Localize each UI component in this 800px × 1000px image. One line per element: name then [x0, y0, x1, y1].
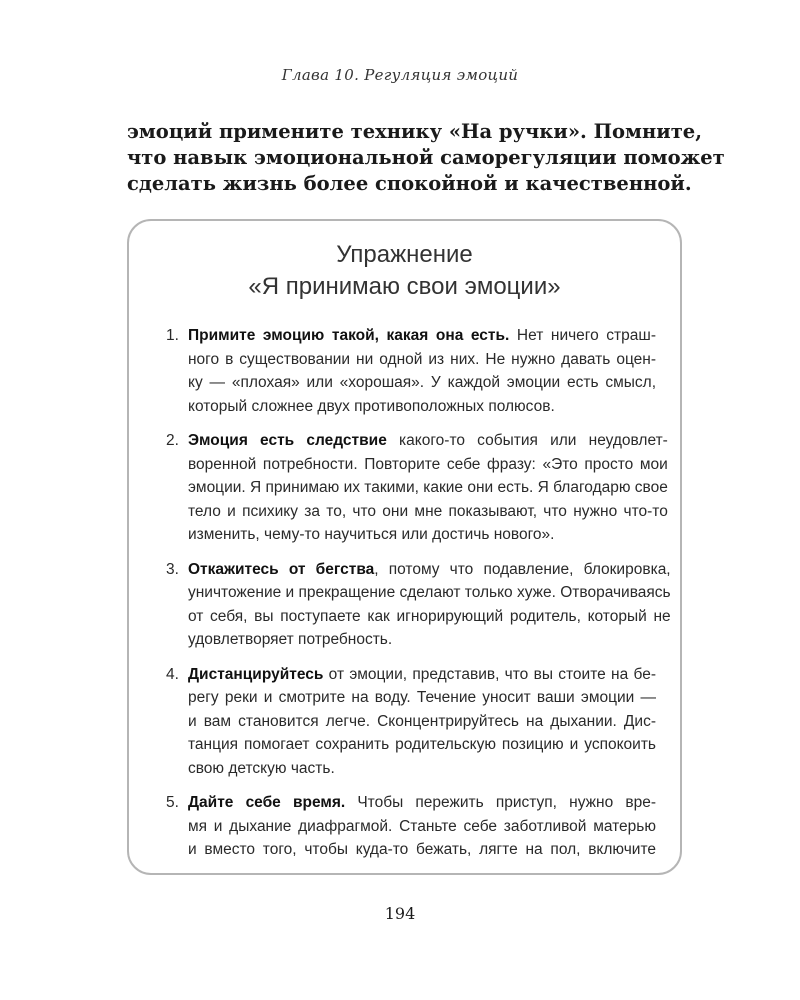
- item-line: эмоции. Я принимаю их такими, какие они есть. Я благодарю свое: [188, 479, 668, 496]
- page-number: 194: [384, 904, 416, 923]
- item-line: который сложнее двух противоположных полюсов.: [188, 397, 555, 415]
- item-line: ного в существовании ни одной из них. Не нужно давать оцен-: [188, 350, 656, 368]
- item-text: [188, 558, 671, 652]
- item-line: и вам становится легче. Сконцентрируйтесь на дыхании. Дис-: [188, 712, 656, 730]
- item-text: [188, 791, 656, 862]
- item-text: [188, 663, 656, 781]
- item-number: 1.: [166, 327, 179, 344]
- item-line: и вместо того, чтобы куда-то бежать, лягте на пол, включите: [188, 841, 656, 858]
- item-text: [188, 429, 668, 547]
- intro-paragraph: [127, 119, 725, 197]
- intro-line: эмоций примените технику «На ручки». Помните,: [127, 120, 702, 143]
- item-line: изменить, чему-то научиться или достичь нового».: [188, 526, 555, 543]
- list-item: [166, 663, 656, 781]
- intro-line: что навык эмоциональной саморегуляции поможет: [127, 146, 725, 169]
- item-lead: Эмоция есть следствие: [188, 432, 387, 449]
- item-line: какого-то события или неудовлет-: [386, 432, 668, 449]
- item-line: свою детскую часть.: [188, 759, 335, 777]
- item-number: 5.: [166, 794, 179, 811]
- list-item: [166, 791, 656, 862]
- item-line: , потому что подавление, блокировка,: [374, 560, 671, 578]
- item-number: 2.: [166, 432, 179, 449]
- item-text: [188, 324, 656, 418]
- item-line: Чтобы пережить приступ, нужно вре-: [345, 794, 656, 811]
- item-line: уничтожение и прекращение сделают только хуже. Отворачиваясь: [188, 584, 671, 601]
- item-lead: Дайте себе время.: [188, 794, 346, 811]
- item-lead: Примите эмоцию такой, какая она есть.: [188, 327, 510, 344]
- exercise-title-line: Упражнение: [336, 241, 473, 268]
- item-line: ку — «плохая» или «хорошая». У каждой эмоции есть смысл,: [188, 374, 656, 391]
- list-item: [166, 324, 656, 418]
- exercise-list: [166, 324, 671, 873]
- item-line: удовлетворяет потребность.: [188, 631, 393, 648]
- item-number: 4.: [166, 665, 179, 683]
- item-number: 3.: [166, 560, 179, 578]
- list-item: [166, 558, 671, 652]
- item-lead: Дистанцируйтесь: [188, 665, 324, 683]
- list-item: [166, 429, 668, 547]
- item-line: регу реки и смотрите на воду. Течение уносит ваши эмоции —: [188, 689, 656, 706]
- running-head: Глава 10. Регуляция эмоций: [281, 66, 519, 84]
- item-line: Нет ничего страш-: [509, 327, 656, 344]
- item-line: мя и дыхание диафрагмой. Станьте себе заботливой матерью: [188, 817, 656, 835]
- item-line: тело и психику за то, что они мне показывают, что нужно что-то: [188, 502, 668, 520]
- exercise-subtitle-line: «Я принимаю свои эмоции»: [248, 273, 561, 300]
- exercise-box: [127, 219, 682, 875]
- item-line: воренной потребности. Повторите себе фразу: «Это просто мои: [188, 455, 668, 473]
- intro-line: сделать жизнь более спокойной и качественной.: [127, 172, 692, 195]
- item-lead: Откажитесь от бегства: [188, 560, 375, 578]
- item-line: танция помогает сохранить родительскую позицию и успокоить: [188, 736, 656, 753]
- item-line: от себя, вы поступаете как игнорирующий родитель, который не: [188, 607, 671, 625]
- exercise-title: [129, 239, 680, 303]
- item-line: от эмоции, представив, что вы стоите на бе-: [323, 665, 656, 683]
